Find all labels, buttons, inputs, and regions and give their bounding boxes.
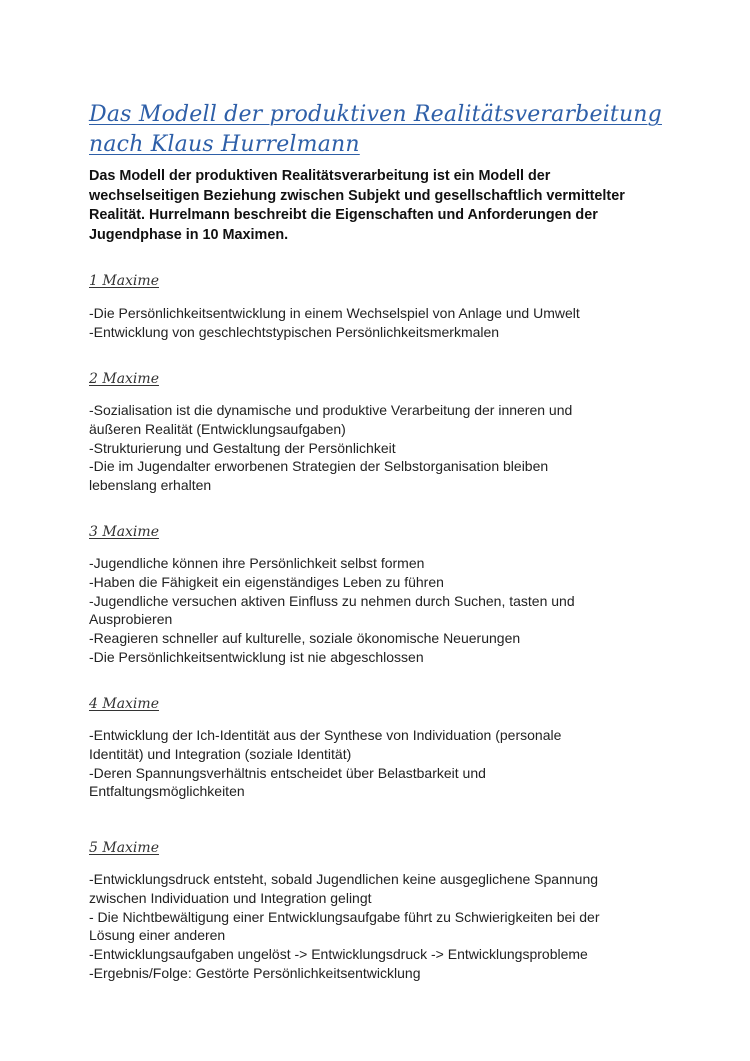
section-line: - Die Nichtbewältigung einer Entwicklungsaufgabe führt zu Schwierigkeiten bei der <box>89 908 600 925</box>
section-body <box>89 726 669 801</box>
section-line: -Ergebnis/Folge: Gestörte Persönlichkeitsentwicklung <box>89 964 421 981</box>
section-line: -Die Persönlichkeitsentwicklung in einem Wechselspiel von Anlage und Umwelt <box>89 305 580 321</box>
section-line: lebenslang erhalten <box>89 477 212 494</box>
section-body <box>89 304 669 342</box>
section-heading: 2 Maxime <box>89 371 159 387</box>
section-line: -Entwicklung von geschlechtstypischen Persönlichkeitsmerkmalen <box>89 323 500 340</box>
section-body <box>89 554 669 667</box>
section-body <box>89 870 669 983</box>
section-line: -Entwicklungsaufgaben ungelöst -> Entwicklungsdruck -> Entwicklungsprobleme <box>89 946 588 963</box>
section-line: Lösung einer anderen <box>89 927 226 944</box>
intro-line: Das Modell der produktiven Realitätsverarbeitung ist ein Modell der <box>89 168 551 184</box>
title-line: nach Klaus Hurrelmann <box>89 132 360 157</box>
section-line: -Haben die Fähigkeit ein eigenständiges Leben zu führen <box>89 573 444 590</box>
section-line: -Die im Jugendalter erworbenen Strategien der Selbstorganisation bleiben <box>89 458 549 475</box>
section-line: -Reagieren schneller auf kulturelle, soziale ökonomische Neuerungen <box>89 630 521 647</box>
intro-line: Realität. Hurrelmann beschreibt die Eigenschaften und Anforderungen der <box>89 207 598 223</box>
section-body <box>89 401 669 495</box>
document-title <box>89 100 689 160</box>
section-line: -Jugendliche können ihre Persönlichkeit selbst formen <box>89 555 425 571</box>
section-line: Entfaltungsmöglichkeiten <box>89 783 245 800</box>
section-line: äußeren Realität (Entwicklungsaufgaben) <box>89 420 346 437</box>
intro-line: wechselseitigen Beziehung zwischen Subjekt und gesellschaftlich vermittelter <box>89 187 625 204</box>
intro-paragraph <box>89 167 659 245</box>
section-line: Ausprobieren <box>89 611 173 628</box>
title-line: Das Modell der produktiven Realitätsverarbeitung <box>89 102 662 127</box>
section-heading: 5 Maxime <box>89 840 159 856</box>
section-line: -Jugendliche versuchen aktiven Einfluss zu nehmen durch Suchen, tasten und <box>89 592 575 609</box>
intro-line: Jugendphase in 10 Maximen. <box>89 226 289 243</box>
section-line: -Sozialisation ist die dynamische und produktive Verarbeitung der inneren und <box>89 402 573 418</box>
section-line: -Entwicklungsdruck entsteht, sobald Jugendlichen keine ausgeglichene Spannung <box>89 871 599 887</box>
section-heading: 3 Maxime <box>89 524 159 540</box>
section-heading: 1 Maxime <box>89 273 159 289</box>
section-line: Identität) und Integration (soziale Identität) <box>89 745 352 762</box>
section-line: -Strukturierung und Gestaltung der Persönlichkeit <box>89 439 396 456</box>
section-heading: 4 Maxime <box>89 696 159 712</box>
section-line: -Entwicklung der Ich-Identität aus der Synthese von Individuation (personale <box>89 727 562 743</box>
section-line: -Die Persönlichkeitsentwicklung ist nie abgeschlossen <box>89 648 424 665</box>
section-line: zwischen Individuation und Integration gelingt <box>89 889 372 906</box>
section-line: -Deren Spannungsverhältnis entscheidet über Belastbarkeit und <box>89 764 486 781</box>
